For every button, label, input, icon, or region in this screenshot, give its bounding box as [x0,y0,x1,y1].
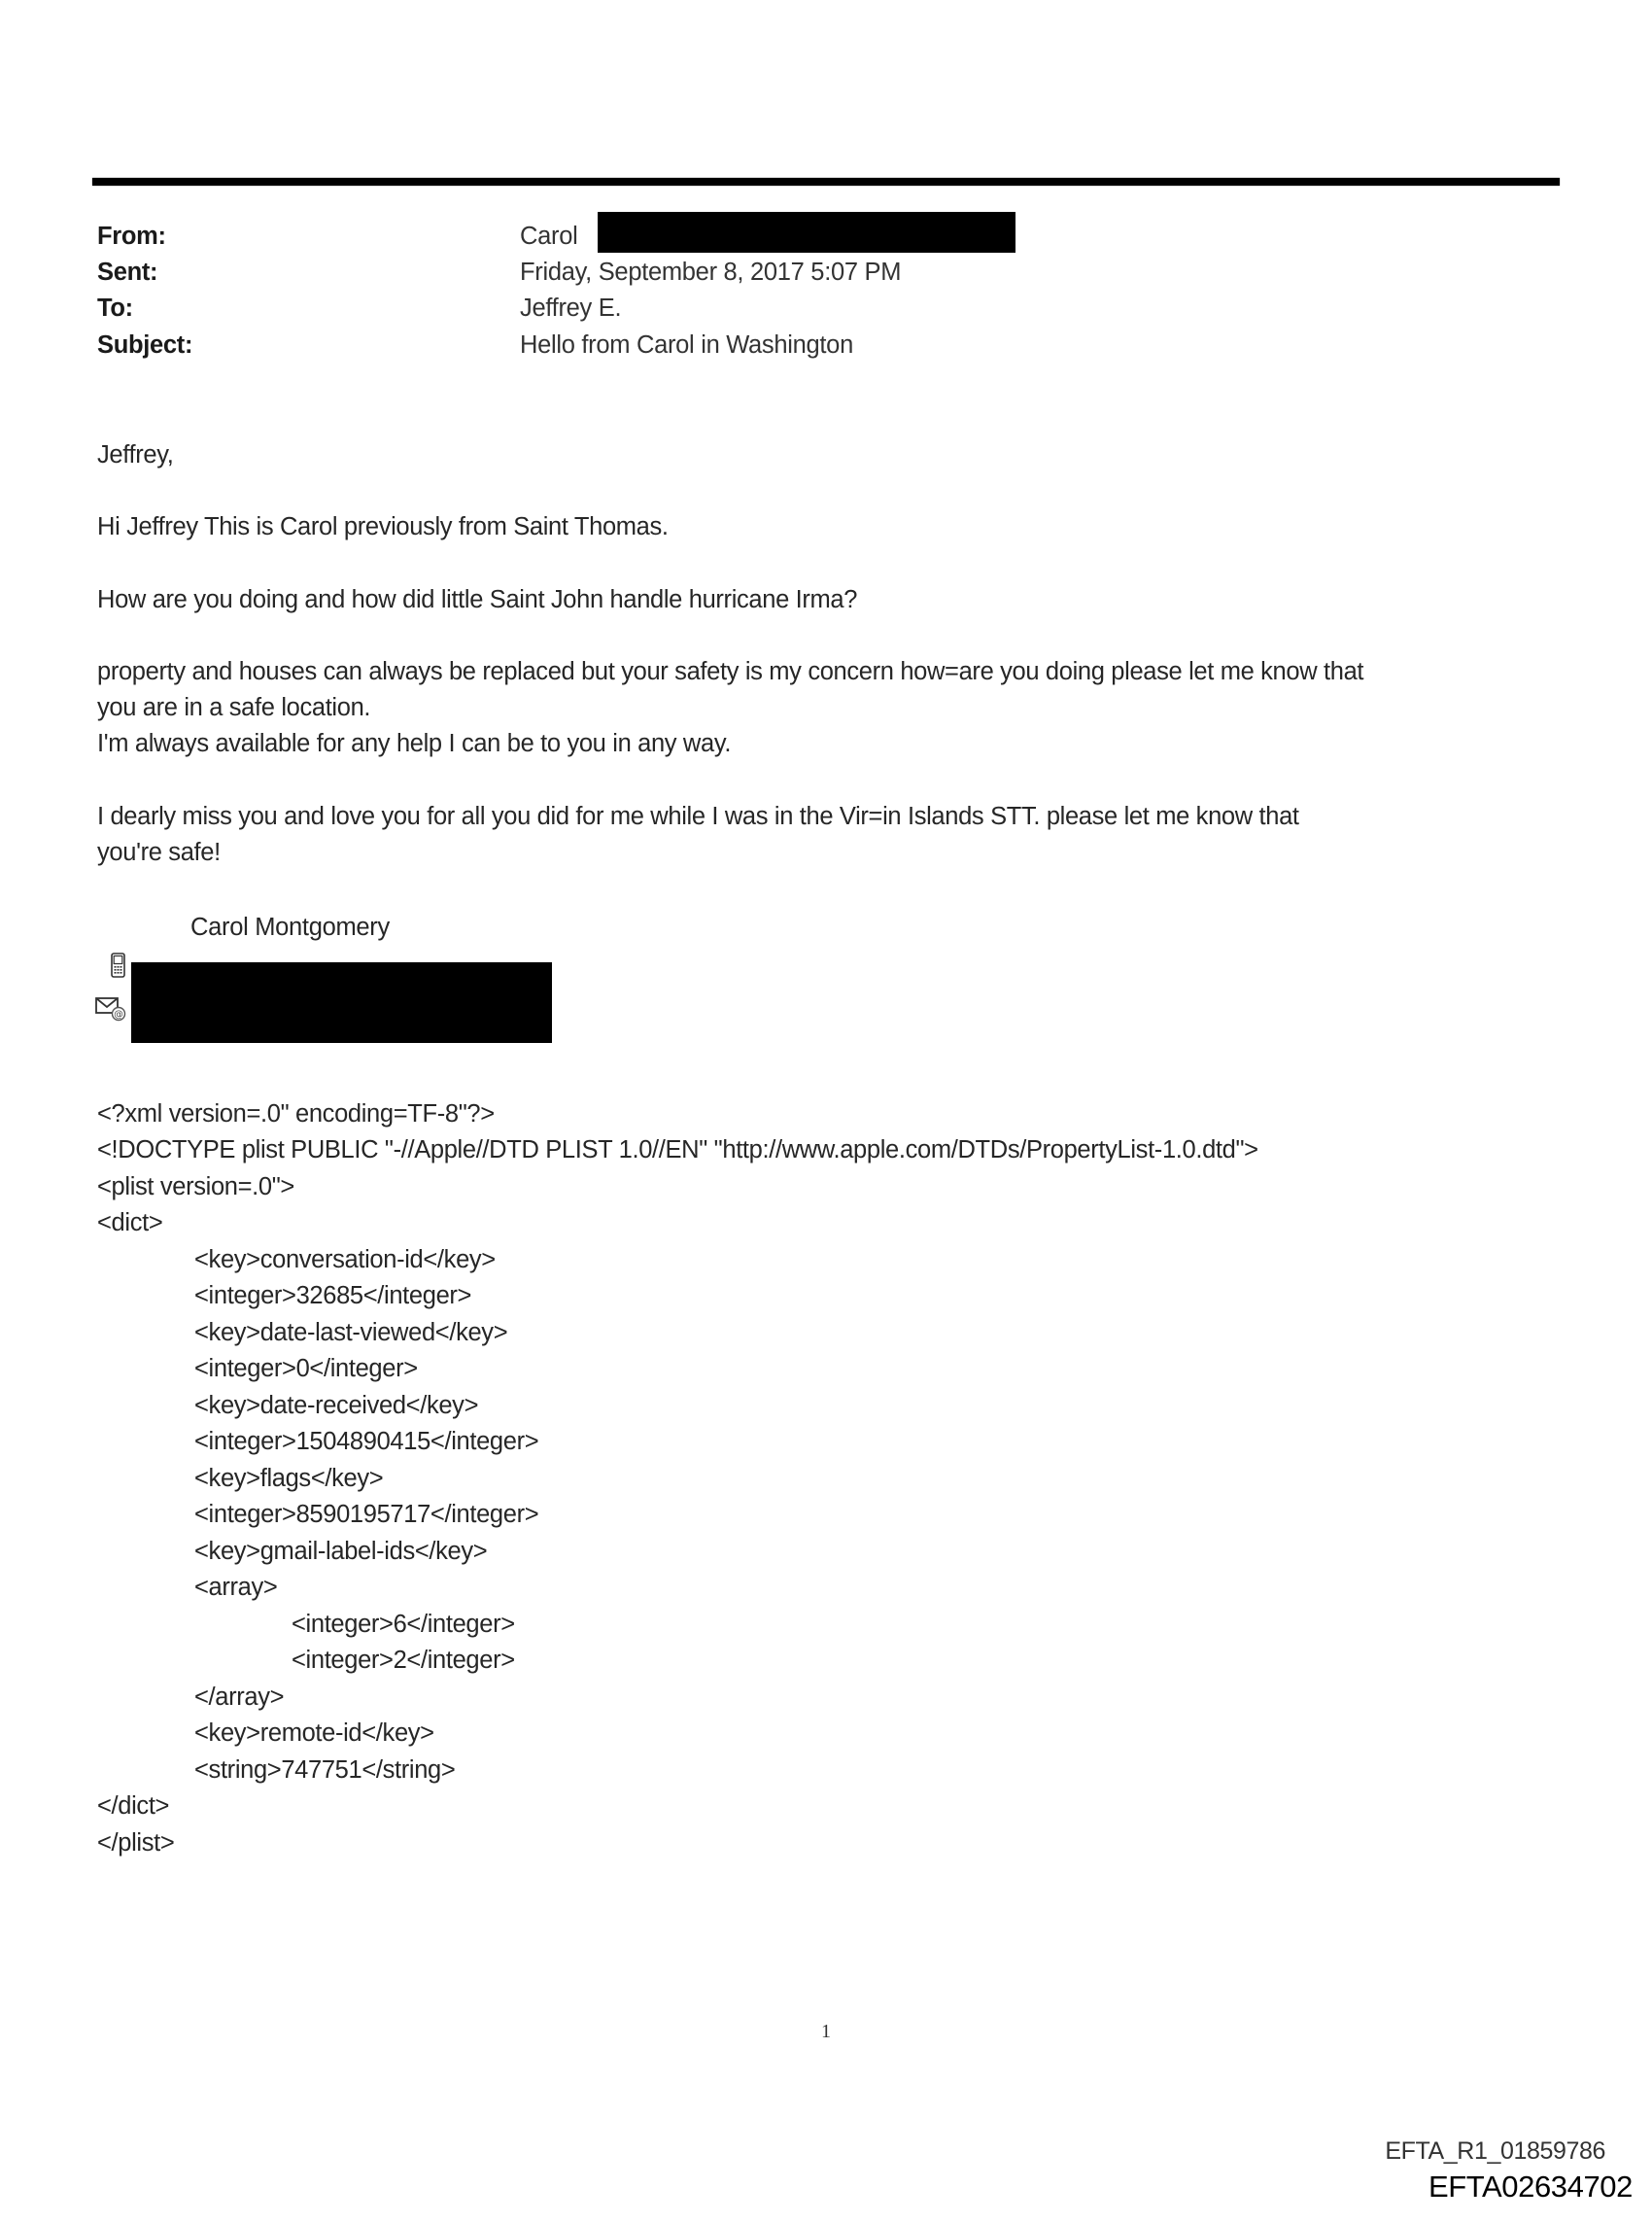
plist-line: <key>gmail-label-ids</key> [194,1538,488,1565]
from-label: From: [97,223,166,250]
plist-line: <array> [194,1574,278,1601]
from-address-redaction [598,212,1015,253]
plist-line: <plist version=.0"> [97,1173,294,1200]
plist-line: </dict> [97,1792,170,1820]
plist-line: <integer>0</integer> [194,1355,418,1382]
from-value: Carol [520,223,578,250]
body-paragraph-3-line-3: I'm always available for any help I can be to you in any way. [97,730,732,757]
signature-contact-redaction [131,962,552,1043]
body-paragraph-1: Hi Jeffrey This is Carol previously from Saint Thomas. [97,513,669,540]
plist-line: <!DOCTYPE plist PUBLIC "-//Apple//DTD PLIST 1.0//EN" "http://www.apple.com/DTDs/PropertyList-1.0.dtd"> [97,1136,1258,1163]
body-paragraph-3-line-2: you are in a safe location. [97,694,371,721]
subject-value: Hello from Carol in Washington [520,331,853,359]
plist-line: <integer>1504890415</integer> [194,1428,539,1455]
plist-line: <integer>8590195717</integer> [194,1501,539,1528]
plist-line: <integer>2</integer> [292,1647,515,1674]
header-rule [92,178,1560,186]
sent-label: Sent: [97,259,158,286]
plist-line: <integer>32685</integer> [194,1282,472,1309]
plist-line: <key>date-last-viewed</key> [194,1319,508,1346]
plist-line: <key>date-received</key> [194,1392,479,1419]
body-greeting: Jeffrey, [97,441,174,469]
plist-line: <integer>6</integer> [292,1611,515,1638]
plist-line: <dict> [97,1209,163,1236]
page-number: 1 [821,2021,831,2042]
email-at-icon [95,996,126,1026]
plist-line: <string>747751</string> [194,1756,456,1784]
body-paragraph-4-line-2: you're safe! [97,839,221,866]
to-label: To: [97,295,133,322]
body-paragraph-4-line-1: I dearly miss you and love you for all you did for me while I was in the Vir=in Islands STT. please let me know that [97,803,1299,830]
bates-number-primary: EFTA_R1_01859786 [1385,2137,1605,2165]
sent-value: Friday, September 8, 2017 5:07 PM [520,259,902,286]
body-paragraph-2: How are you doing and how did little Saint John handle hurricane Irma? [97,586,858,613]
mobile-phone-icon [111,953,125,983]
plist-line: <key>flags</key> [194,1465,384,1492]
to-value: Jeffrey E. [520,295,622,322]
plist-line: </plist> [97,1829,175,1857]
plist-line: </array> [194,1684,285,1711]
plist-line: <?xml version=.0" encoding=TF-8"?> [97,1100,495,1128]
bates-number-secondary: EFTA02634702 [1428,2170,1633,2204]
svg-text:@: @ [114,1009,123,1021]
plist-line: <key>conversation-id</key> [194,1246,496,1273]
body-paragraph-3-line-1: property and houses can always be replaced but your safety is my concern how=are you doing please let me know that [97,658,1364,685]
subject-label: Subject: [97,331,193,359]
signature-name: Carol Montgomery [190,914,390,941]
plist-line: <key>remote-id</key> [194,1719,434,1747]
